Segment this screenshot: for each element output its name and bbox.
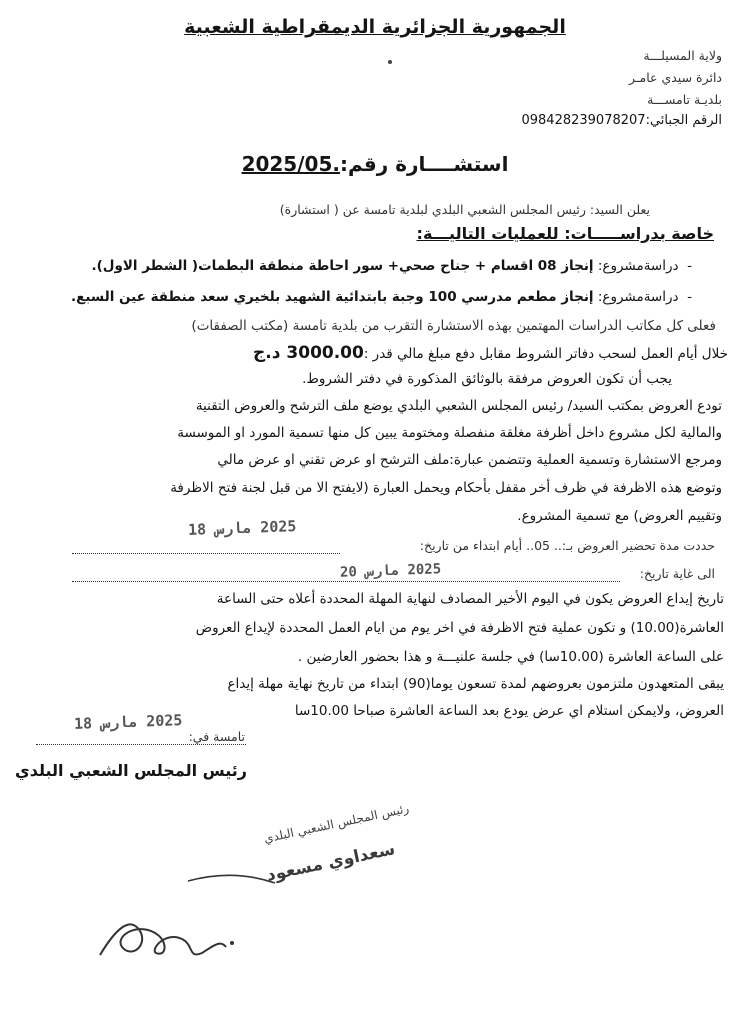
paragraph-line: تودع العروض بمكتب السيد/ رئيس المجلس الشعبي البلدي يوضع ملف الترشح والعروض التقنية	[195, 398, 722, 414]
paragraph-line: وتقييم العروض) مع تسمية المشروع.	[517, 508, 722, 524]
studies-heading: خاصة بدراســـــات: للعمليات التاليـــة:	[416, 224, 714, 243]
signatory-title: رئيس المجلس الشعبي البلدي	[15, 761, 247, 780]
date-stamp: 2025 مارس 20	[339, 561, 442, 581]
dotted-fill	[36, 744, 246, 745]
bullet-dash: -	[678, 289, 692, 305]
seal-text-group	[258, 801, 419, 886]
consultation-number: 2025/05.	[241, 152, 340, 176]
project-label: دراسةمشروع:	[597, 258, 679, 274]
paragraph-line: وتوضع هذه الاظرفة في ظرف أخر مقفل بأحكام ويحمل العبارة (لايفتح الا من قبل لجنة فتح الاظرفة	[170, 480, 722, 496]
paragraph-line: ومرجع الاستشارة وتسمية العملية وتتضمن عبارة:ملف الترشح او عرض تقني او عرض مالي	[217, 452, 722, 468]
project-item	[71, 289, 692, 305]
dotted-fill	[72, 581, 620, 582]
signature-scribble	[100, 924, 226, 955]
fee-amount: 3000.00 د.ج	[253, 343, 364, 363]
signature-seal	[70, 801, 411, 970]
project-text: إنجاز مطعم مدرسي 100 وجبة بابتدائية الشهيد بلخيري سعد منطقة عين السبع.	[71, 289, 594, 305]
signer-name: سعداوي مسعود	[264, 839, 397, 886]
consultation-prefix: استشــــارة رقم:	[339, 152, 509, 176]
signature-tail	[188, 875, 275, 883]
place-line: تامسة في:	[188, 729, 245, 744]
project-label: دراسةمشروع:	[597, 289, 679, 305]
date-stamp: 2025 مارس 18	[187, 517, 297, 539]
deadline-line: حددت مدة تحضير العروض بـ:.. 05.. أيام ابتداء من تاريخ:	[419, 538, 715, 553]
wilaya-line: ولاية المسيلـــة	[643, 48, 722, 63]
announcement: يعلن السيد: رئيس المجلس الشعبي البلدي لبلدية تامسة عن ( استشارة)	[279, 202, 650, 217]
daira-line: دائرة سيدي عامـر	[628, 70, 722, 85]
bullet-dash: -	[678, 258, 692, 274]
commune-line: بلديـة تامســـة	[647, 92, 722, 107]
paragraph-line: فعلى كل مكاتب الدراسات المهتمين بهذه الاستشارة التقرب من بلدية تامسة (مكتب الصفقات)	[191, 318, 716, 334]
consultation-title	[0, 152, 750, 176]
paragraph-line: العاشرة(10.00) و تكون عملية فتح الاظرفة في اخر يوم من ايام العمل المحددة لإيداع العروض	[195, 620, 724, 636]
paragraph-line: تاريخ إيداع العروض يكون في اليوم الأخير المصادف لنهاية المهلة المحددة أعلاه حتى الساعة	[216, 591, 724, 607]
fiscal-number: 098428239078207	[521, 113, 646, 128]
signature-dot	[230, 941, 234, 945]
deadline-line: الى غاية تاريخ:	[639, 566, 715, 581]
ink-dot	[388, 60, 392, 64]
fee-text: خلال أيام العمل لسحب دفاتر الشروط مقابل دفع مبلغ مالي قدر :	[363, 346, 728, 362]
fiscal-number-line	[521, 113, 722, 128]
paragraph-line	[253, 343, 728, 363]
project-text: إنجاز 08 اقسام + جناح صحي+ سور احاطة منطقة البطمات( الشطر الاول).	[91, 258, 594, 274]
date-stamp: 2025 مارس 18	[73, 711, 183, 733]
paragraph-line: على الساعة العاشرة (10.00سا) في جلسة علنيـــة و هذا بحضور العارضين .	[297, 649, 724, 665]
paragraph-line: العروض، ولايمكن استلام اي عرض يودع بعد الساعة العاشرة صباحا 10.00سا	[294, 703, 724, 719]
project-item	[91, 258, 692, 274]
fiscal-label: الرقم الجبائي:	[645, 113, 722, 128]
seal-title: رئيس المجلس الشعبي البلدي	[262, 801, 411, 846]
paragraph-line: يبقى المتعهدون ملتزمون بعروضهم لمدة تسعون يوما(90) ابتداء من تاريخ نهاية مهلة إيداع	[227, 676, 724, 692]
paragraph-line: والمالية لكل مشروع داخل أظرفة مغلقة منفصلة ومختومة يبين كل منها تسمية المورد او الموسسة	[177, 425, 722, 441]
dotted-fill	[72, 553, 340, 554]
republic-title: الجمهورية الجزائرية الديمقراطية الشعبية	[184, 16, 566, 38]
paragraph-line: يجب أن تكون العروض مرفقة بالوثائق المذكورة في دفتر الشروط.	[302, 371, 672, 387]
